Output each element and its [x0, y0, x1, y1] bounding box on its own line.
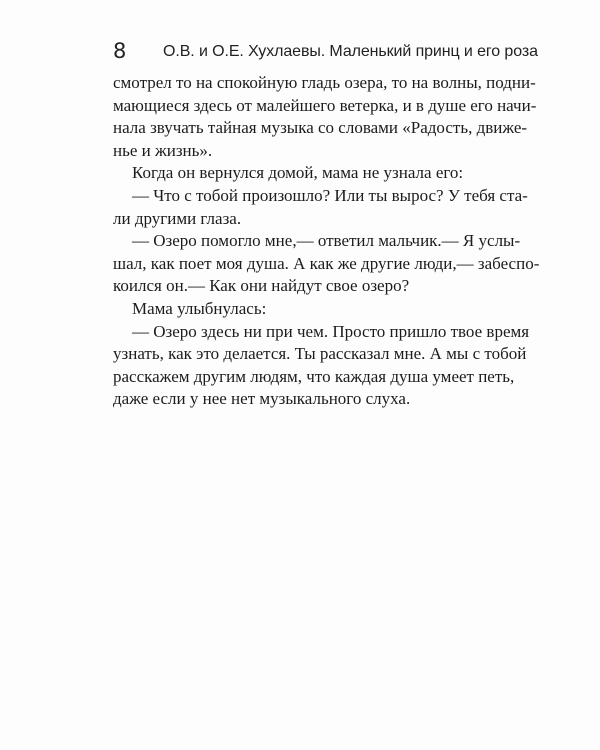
text-line: — Что с тобой произошло? Или ты вырос? У тебя ста-: [132, 185, 528, 205]
page-number: 8: [113, 39, 127, 63]
text-line: нье и жизнь».: [113, 140, 213, 160]
text-line: Когда он вернулся домой, мама не узнала его:: [132, 163, 464, 183]
text-line: — Озеро здесь ни при чем. Просто пришло твое время: [132, 321, 530, 341]
body-text: [113, 72, 540, 411]
text-line: — Озеро помогло мне,— ответил мальчик.— Я услы-: [132, 231, 521, 251]
text-line: коился он.— Как они найдут свое озеро?: [113, 276, 410, 296]
text-line: даже если у нее нет музыкального слуха.: [113, 389, 411, 409]
running-header: [113, 38, 538, 64]
text-line: расскажем другим людям, что каждая душа умеет петь,: [113, 366, 515, 386]
text-line: узнать, как это делается. Ты рассказал мне. А мы с тобой: [113, 344, 527, 364]
running-title: О.В. и О.Е. Хухлаевы. Маленький принц и его роза: [163, 43, 538, 60]
text-line: нала звучать тайная музыка со словами «Радость, движе-: [113, 118, 528, 138]
text-line: смотрел то на спокойную гладь озера, то на волны, подни-: [113, 73, 536, 92]
text-line: ли другими глаза.: [113, 208, 242, 228]
text-line: Мама улыбнулась:: [132, 298, 267, 318]
text-line: шал, как поет моя душа. А как же другие люди,— забеспо-: [113, 253, 540, 273]
text-line: мающиеся здесь от малейшего ветерка, и в душе его начи-: [113, 95, 537, 115]
